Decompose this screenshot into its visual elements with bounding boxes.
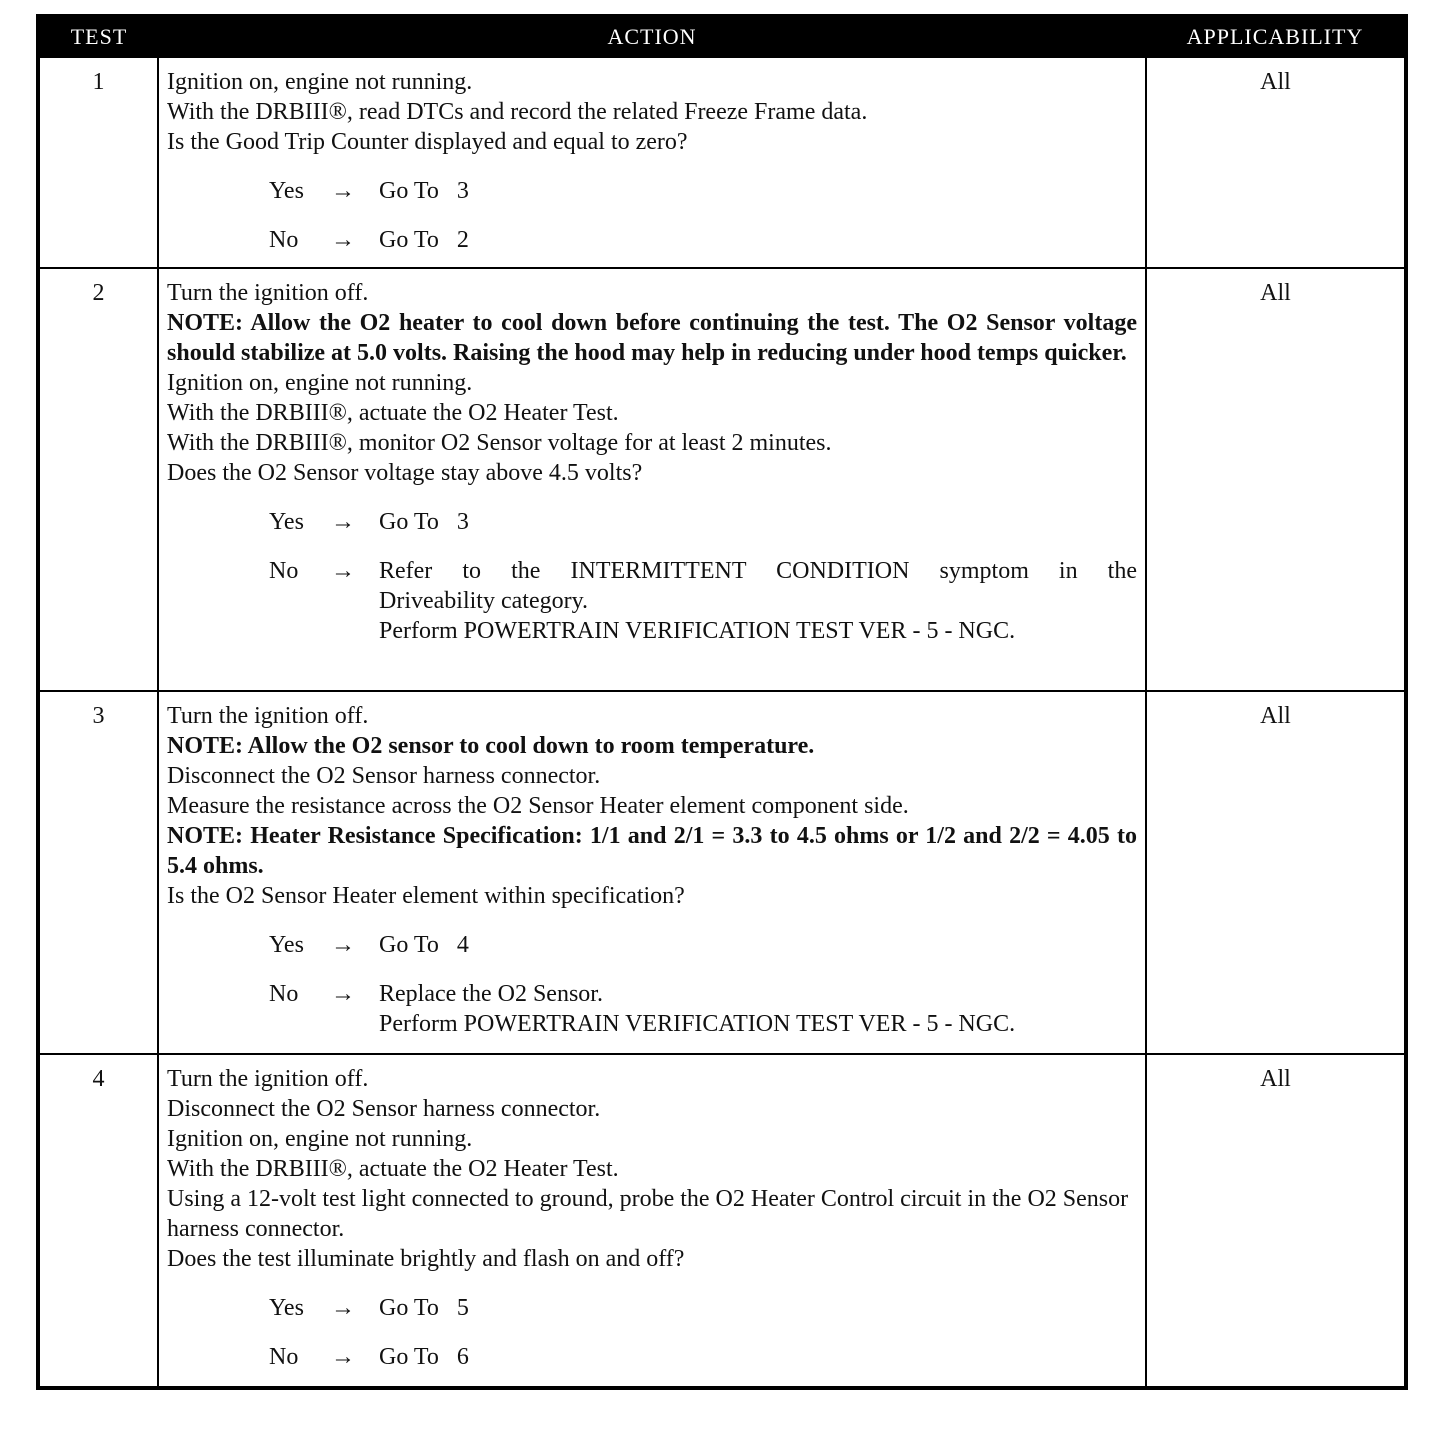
arrow-right-icon: →: [331, 1344, 355, 1370]
action-line: With the DRBIII®, read DTCs and record the related Freeze Frame data.: [167, 99, 868, 125]
answer-no: [269, 556, 1137, 646]
action-line: Disconnect the O2 Sensor harness connector.: [167, 1096, 601, 1122]
answer-no: [269, 979, 1137, 1039]
answer-label: No: [269, 981, 299, 1007]
arrow-right-icon: →: [331, 509, 355, 535]
answer-line: Go To 5: [379, 1295, 469, 1321]
header-applicability: APPLICABILITY: [1146, 16, 1406, 57]
action-line: Ignition on, engine not running.: [167, 69, 473, 95]
action-line: Ignition on, engine not running.: [167, 1126, 473, 1152]
action-question: Does the O2 Sensor voltage stay above 4.5 volts?: [167, 460, 643, 486]
test-number: 3: [38, 691, 158, 1054]
table-row: [38, 691, 1406, 1054]
action-question: Is the Good Trip Counter displayed and equal to zero?: [167, 129, 688, 155]
action-line: With the DRBIII®, actuate the O2 Heater Test.: [167, 1156, 619, 1182]
note-text: NOTE: Heater Resistance Specification: 1/1 and 2/1 = 3.3 to 4.5 ohms or 1/2 and 2/2 = 4.05 to 5.4 ohms.: [167, 823, 1137, 879]
answer-text: [379, 176, 1137, 206]
answer-no: [269, 225, 1137, 255]
action-line: Turn the ignition off.: [167, 1066, 369, 1092]
applicability-value: All: [1146, 1054, 1406, 1388]
answer-label: Yes: [269, 1295, 304, 1321]
answer-label: No: [269, 227, 299, 253]
action-cell: [158, 1054, 1146, 1388]
action-cell: [158, 691, 1146, 1054]
arrow-right-icon: →: [331, 178, 355, 204]
action-line: Turn the ignition off.: [167, 703, 369, 729]
action-line: With the DRBIII®, monitor O2 Sensor voltage for at least 2 minutes.: [167, 430, 832, 456]
answer-yes: [269, 930, 1137, 960]
answer-label: Yes: [269, 178, 304, 204]
answer-text: [379, 225, 1137, 255]
answer-line: Go To 3: [379, 509, 469, 535]
header-action: ACTION: [158, 16, 1146, 57]
header-test: TEST: [38, 16, 158, 57]
answer-yes: [269, 507, 1137, 537]
table-header: [38, 16, 1406, 57]
test-number: 1: [38, 57, 158, 268]
action-line: Disconnect the O2 Sensor harness connector.: [167, 763, 601, 789]
answer-line: Perform POWERTRAIN VERIFICATION TEST VER - 5 - NGC.: [379, 1011, 1016, 1037]
diagnostic-test-table: [36, 14, 1408, 1390]
answer-text: [379, 556, 1137, 646]
arrow-right-icon: →: [331, 932, 355, 958]
action-question: Does the test illuminate brightly and flash on and off?: [167, 1246, 685, 1272]
answer-yes: [269, 176, 1137, 206]
answer-line: Perform POWERTRAIN VERIFICATION TEST VER - 5 - NGC.: [379, 618, 1016, 644]
arrow-right-icon: →: [331, 558, 355, 584]
table-row: [38, 268, 1406, 691]
answer-label: No: [269, 558, 299, 584]
test-number: 4: [38, 1054, 158, 1388]
answer-line: Go To 6: [379, 1344, 469, 1370]
table-row: [38, 1054, 1406, 1388]
answer-text: [379, 979, 1137, 1039]
action-line: Ignition on, engine not running.: [167, 370, 473, 396]
note-text: NOTE: Allow the O2 heater to cool down before continuing the test. The O2 Sensor voltage should stabilize at 5.0 volts. Raising the hood may help in reducing under hood temps quicker.: [167, 310, 1137, 366]
answer-line: Refer to the INTERMITTENT CONDITION symptom in the: [379, 558, 1137, 584]
answer-list: [167, 930, 1137, 1039]
answer-label: Yes: [269, 509, 304, 535]
test-number: 2: [38, 268, 158, 691]
answer-yes: [269, 1293, 1137, 1323]
answer-list: [167, 507, 1137, 646]
answer-line: Go To 4: [379, 932, 469, 958]
answer-text: [379, 930, 1137, 960]
answer-list: [167, 1293, 1137, 1372]
answer-text: [379, 507, 1137, 537]
arrow-right-icon: →: [331, 981, 355, 1007]
answer-text: [379, 1293, 1137, 1323]
action-line: Measure the resistance across the O2 Sensor Heater element component side.: [167, 793, 909, 819]
answer-text: [379, 1342, 1137, 1372]
answer-list: [167, 176, 1137, 255]
answer-no: [269, 1342, 1137, 1372]
applicability-value: All: [1146, 268, 1406, 691]
answer-label: No: [269, 1344, 299, 1370]
action-line: With the DRBIII®, actuate the O2 Heater Test.: [167, 400, 619, 426]
answer-line: Replace the O2 Sensor.: [379, 981, 603, 1007]
note-text: NOTE: Allow the O2 sensor to cool down to room temperature.: [167, 733, 815, 759]
answer-label: Yes: [269, 932, 304, 958]
applicability-value: All: [1146, 57, 1406, 268]
answer-line: Go To 3: [379, 178, 469, 204]
arrow-right-icon: →: [331, 1295, 355, 1321]
table-row: [38, 57, 1406, 268]
answer-line: Driveability category.: [379, 588, 589, 614]
answer-line: Go To 2: [379, 227, 469, 253]
action-line: Turn the ignition off.: [167, 280, 369, 306]
action-cell: [158, 268, 1146, 691]
action-paragraph: Using a 12-volt test light connected to ground, probe the O2 Heater Control circuit in the O2 Sensor harness connector.: [167, 1186, 1129, 1242]
action-question: Is the O2 Sensor Heater element within specification?: [167, 883, 685, 909]
arrow-right-icon: →: [331, 227, 355, 253]
action-cell: [158, 57, 1146, 268]
applicability-value: All: [1146, 691, 1406, 1054]
